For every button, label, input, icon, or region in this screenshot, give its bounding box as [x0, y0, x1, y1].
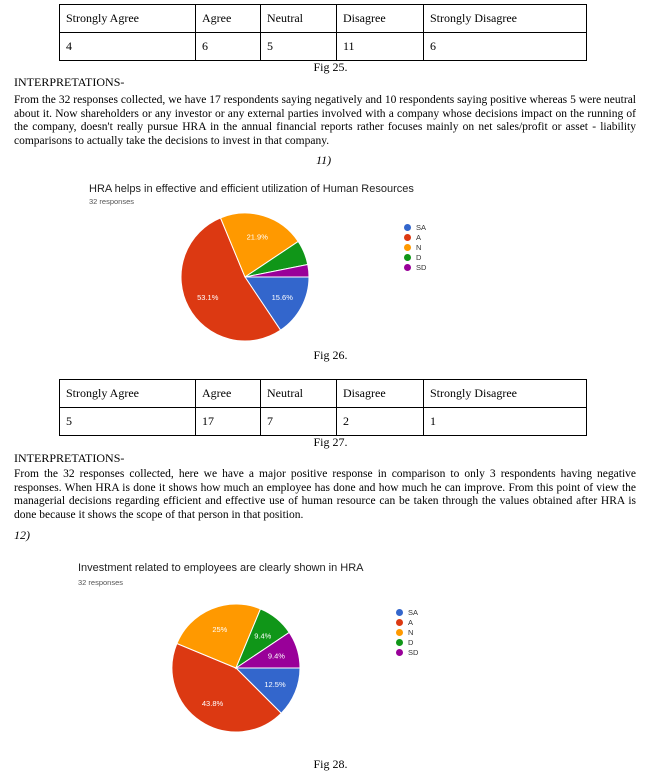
- legend-entry: A: [404, 232, 426, 242]
- table-header-row: [60, 380, 587, 408]
- table-cell: 6: [196, 33, 261, 61]
- legend-entry: N: [396, 627, 418, 637]
- chart-title: Investment related to employees are clearly shown in HRA: [78, 562, 364, 574]
- pie-slice-label: 53.1%: [197, 292, 219, 302]
- table-cell: Strongly Disagree: [424, 380, 587, 408]
- pie-slice-label: 43.8%: [201, 699, 224, 709]
- legend-dot-sa: [404, 224, 411, 231]
- table-cell: 6: [424, 33, 587, 61]
- table-cell: Disagree: [337, 5, 424, 33]
- pie-chart: [160, 210, 330, 350]
- pie-chart: [150, 593, 330, 743]
- table-row: [60, 33, 587, 61]
- legend-dot-a: [404, 234, 411, 241]
- table-cell: 4: [60, 33, 196, 61]
- pie-slice-label: 12.5%: [264, 680, 286, 690]
- pie-slice-label: 9.4%: [254, 631, 272, 641]
- table-cell: Neutral: [261, 380, 337, 408]
- interpretation-paragraph: From the 32 responses collected, here we have a major positive response in comparison to only 3 respondents having negative responses. When HRA is done it shows how much an employee has done and how much he can improve. From this point of view the managerial decisions regarding efficient and effective use of human resource can be taken through the values obtained after HRA is done because it shows the scope of that person in that position.: [14, 468, 636, 521]
- table-row: [60, 408, 587, 436]
- legend-dot-sd: [396, 649, 403, 656]
- figure-caption-27: Fig 27.: [313, 435, 348, 449]
- table-cell: Neutral: [261, 5, 337, 33]
- legend-dot-a: [396, 619, 403, 626]
- table-cell: 17: [196, 408, 261, 436]
- chart-legend: [396, 607, 418, 657]
- legend-entry: SD: [404, 262, 426, 272]
- legend-dot-d: [404, 254, 411, 261]
- pie-slice-label: 25%: [212, 624, 228, 634]
- legend-entry: A: [396, 617, 418, 627]
- legend-dot-sd: [404, 264, 411, 271]
- chart-legend: [404, 222, 426, 272]
- legend-entry: N: [404, 242, 426, 252]
- response-table-27: [59, 379, 587, 436]
- legend-entry: SA: [396, 607, 418, 617]
- table-header-row: [60, 5, 587, 33]
- legend-entry: SA: [404, 222, 426, 232]
- question-number: 11): [316, 153, 332, 167]
- response-table-25: [59, 4, 587, 61]
- pie-slice-label: 9.4%: [267, 651, 285, 661]
- table-cell: Agree: [196, 5, 261, 33]
- chart-subtitle: 32 responses: [78, 578, 124, 587]
- table-cell: 7: [261, 408, 337, 436]
- table-cell: 1: [424, 408, 587, 436]
- legend-entry: D: [404, 252, 426, 262]
- figure-caption-25: Fig 25.: [313, 60, 348, 74]
- table-cell: 5: [60, 408, 196, 436]
- table-cell: Agree: [196, 380, 261, 408]
- table-cell: 2: [337, 408, 424, 436]
- interpretation-paragraph: From the 32 responses collected, we have 17 respondents saying negatively and 10 respondents saying positive whereas 5 were neutral about it. Now shareholders or any investor or any external parties involved with a company whose decisions impact on the running of the company, doesn't really pursue HRA in the annual financial reports rather focuses mainly on net sales/profit or asset - liability comparisons to actually take the decisions to invest in that company.: [14, 94, 636, 147]
- chart-subtitle: 32 responses: [89, 197, 135, 206]
- legend-entry: D: [396, 637, 418, 647]
- legend-dot-n: [404, 244, 411, 251]
- figure-caption-26: Fig 26.: [313, 348, 348, 362]
- table-cell: Strongly Disagree: [424, 5, 587, 33]
- legend-dot-n: [396, 629, 403, 636]
- table-cell: 11: [337, 33, 424, 61]
- question-number: 12): [14, 528, 30, 542]
- table-cell: Strongly Agree: [60, 5, 196, 33]
- interpretation-heading: INTERPRETATIONS-: [14, 451, 125, 465]
- legend-entry: SD: [396, 647, 418, 657]
- legend-dot-sa: [396, 609, 403, 616]
- interpretation-heading: INTERPRETATIONS-: [14, 75, 125, 89]
- figure-caption-28: Fig 28.: [313, 757, 348, 771]
- legend-dot-d: [396, 639, 403, 646]
- table-cell: Disagree: [337, 380, 424, 408]
- pie-slice-label: 21.9%: [246, 232, 268, 242]
- table-cell: Strongly Agree: [60, 380, 196, 408]
- pie-slice-label: 15.6%: [271, 292, 293, 302]
- chart-title: HRA helps in effective and efficient utilization of Human Resources: [89, 183, 414, 195]
- table-cell: 5: [261, 33, 337, 61]
